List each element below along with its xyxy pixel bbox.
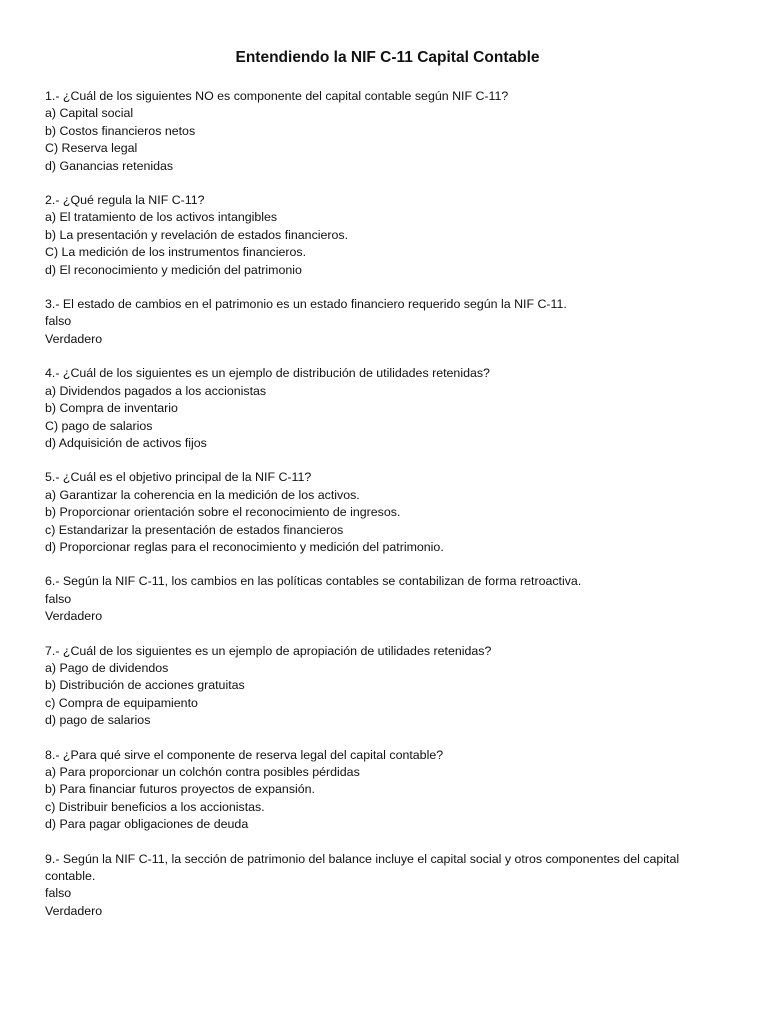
answer-option: a) El tratamiento de los activos intangibles: [45, 210, 278, 225]
question-3: [45, 296, 708, 348]
answer-option: d) Para pagar obligaciones de deuda: [45, 817, 249, 832]
answer-option: b) Compra de inventario: [45, 401, 178, 416]
answer-option: Verdadero: [45, 331, 103, 346]
answer-option: c) Compra de equipamiento: [45, 695, 198, 710]
question-prompt: 3.- El estado de cambios en el patrimonio es un estado financiero requerido según la NIF C-11.: [45, 297, 567, 312]
question-9: [45, 851, 708, 921]
answer-option: C) Reserva legal: [45, 141, 138, 156]
answer-option: b) Distribución de acciones gratuitas: [45, 678, 245, 693]
question-prompt: 1.- ¿Cuál de los siguientes NO es componente del capital contable según NIF C-11?: [45, 89, 509, 103]
question-prompt: 7.- ¿Cuál de los siguientes es un ejemplo de apropiación de utilidades retenidas?: [45, 643, 492, 658]
answer-option: a) Pago de dividendos: [45, 660, 169, 675]
answer-option: b) Costos financieros netos: [45, 123, 196, 138]
question-2: [45, 192, 708, 279]
answer-option: d) Proporcionar reglas para el reconocimiento y medición del patrimonio.: [45, 539, 444, 554]
answer-option: C) pago de salarios: [45, 418, 153, 433]
question-prompt: 8.- ¿Para qué sirve el componente de reserva legal del capital contable?: [45, 747, 444, 762]
question-5: [45, 469, 708, 556]
question-4: [45, 365, 708, 452]
question-prompt: 6.- Según la NIF C-11, los cambios en las políticas contables se contabilizan de forma retroactiva.: [45, 574, 582, 589]
question-7: [45, 643, 708, 730]
answer-option: d) Adquisición de activos fijos: [45, 435, 207, 450]
answer-option: b) La presentación y revelación de estados financieros.: [45, 227, 349, 242]
question-1: [45, 88, 708, 175]
answer-option: falso: [45, 591, 72, 606]
question-8: [45, 747, 708, 834]
question-prompt: 2.- ¿Qué regula la NIF C-11?: [45, 193, 205, 208]
answer-option: d) Ganancias retenidas: [45, 158, 174, 173]
answer-option: d) El reconocimiento y medición del patrimonio: [45, 262, 302, 277]
answer-option: Verdadero: [45, 903, 103, 918]
page-title: Entendiendo la NIF C-11 Capital Contable: [235, 49, 540, 66]
answer-option: C) La medición de los instrumentos financieros.: [45, 245, 307, 260]
answer-option: Verdadero: [45, 609, 103, 624]
answer-option: falso: [45, 314, 72, 329]
answer-option: a) Dividendos pagados a los accionistas: [45, 383, 267, 398]
answer-option: a) Capital social: [45, 106, 134, 121]
answer-option: a) Garantizar la coherencia en la medición de los activos.: [45, 487, 360, 502]
answer-option: a) Para proporcionar un colchón contra posibles pérdidas: [45, 765, 360, 779]
answer-option: d) pago de salarios: [45, 713, 151, 728]
question-prompt: 5.- ¿Cuál es el objetivo principal de la NIF C-11?: [45, 470, 312, 485]
question-prompt: 9.- Según la NIF C-11, la sección de patrimonio del balance incluye el capital social y otros componentes del capital contable.: [45, 851, 680, 884]
question-prompt: 4.- ¿Cuál de los siguientes es un ejemplo de distribución de utilidades retenidas?: [45, 366, 490, 381]
question-6: [45, 573, 708, 625]
answer-option: c) Estandarizar la presentación de estados financieros: [45, 522, 344, 537]
answer-option: b) Para financiar futuros proyectos de expansión.: [45, 782, 315, 797]
answer-option: c) Distribuir beneficios a los accionistas.: [45, 799, 265, 814]
answer-option: falso: [45, 886, 72, 901]
answer-option: b) Proporcionar orientación sobre el reconocimiento de ingresos.: [45, 505, 401, 520]
